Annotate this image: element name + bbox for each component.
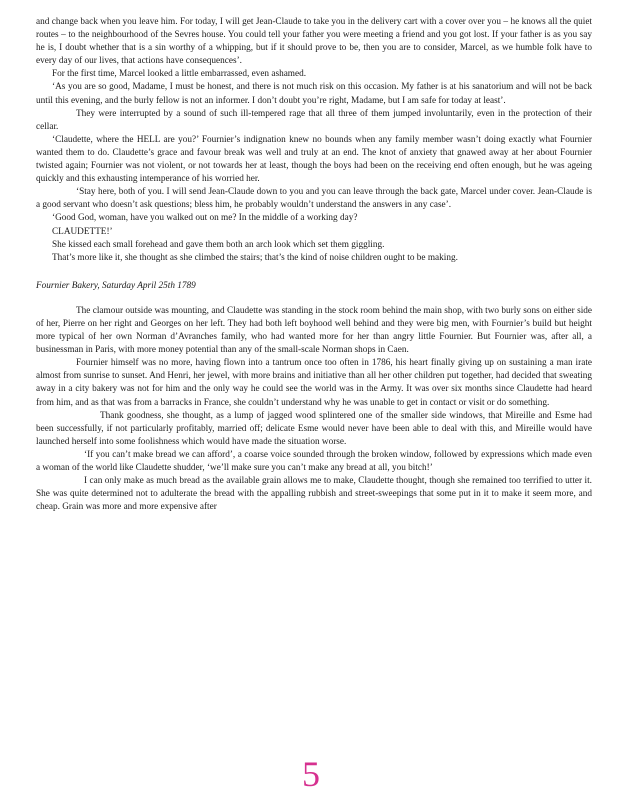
page-body (36, 16, 592, 514)
paragraph: That’s more like it, she thought as she climbed the stairs; that’s the kind of noise children ought to be making. (52, 252, 458, 263)
paragraph: They were interrupted by a sound of such ill-tempered rage that all three of them jumped involuntarily, even in the protection of their cellar. (36, 108, 592, 132)
paragraph: ‘Good God, woman, have you walked out on me? In the middle of a working day? (52, 213, 358, 224)
paragraph: ‘Claudette, where the HELL are you?’ Fournier’s indignation knew no bounds when any family member wasn’t doing exactly what Fournier wanted them to do. Claudette’s grace and favour break was well and truly at an end. The knot of anxiety that gnawed away at her about Fournier twisted again; Fournier was not violent, or not towards her at least, though the boys had been on the receiving end often enough, but he was ageing quickly and this exhausting intemperance of his worried her. (36, 134, 592, 185)
paragraph: CLAUDETTE!’ (52, 226, 113, 237)
paragraph: The clamour outside was mounting, and Claudette was standing in the stock room behind the main shop, with two burly sons on either side of her, Pierre on her right and Georges on her left. They had both left boyhood well behind and they were big men, with Fournier’s build but height more typical of her own Norman d’Avranches family, who had wanted more for her than angry little Fournier. But Fournier was, after all, a businessman in Paris, with more money potential than any of the small-scale Norman shops in Caen. (36, 305, 592, 356)
paragraph: ‘Stay here, both of you. I will send Jean-Claude down to you and you can leave through the back gate, Marcel under cover. Jean-Claude is a good servant who doesn’t ask questions; bless him, he probably wouldn’t understand the answers in any case’. (36, 187, 592, 211)
paragraph: Thank goodness, she thought, as a lump of jagged wood splintered one of the smaller side windows, that Mireille and Esme had been successfully, if not particularly profitably, married off; delicate Esme would never have been able to deal with this, and Mireille would have launched herself into some foolishness which would have made the situation worse. (36, 410, 592, 447)
paragraph: For the first time, Marcel looked a little embarrassed, even ashamed. (52, 69, 307, 80)
paragraph: and change back when you leave him. For today, I will get Jean-Claude to take you in the delivery cart with a cover over you – he knows all the quiet routes – to the neighbourhood of the Sevres house. You could tell your father you were meeting a friend and you got lost. If your father is as you say he is, I doubt whether that is a sin worthy of a whipping, but if it should prove to be, then you are to consider, Marcel, as we humble folk have to every day of our lives, that actions have consequences’. (36, 17, 592, 67)
paragraph: ‘As you are so good, Madame, I must be honest, and there is not much risk on this occasion. My father is at his sanatorium and will not be back until this evening, and the burly fellow is not an informer. I don’t doubt you’re right, Madame, but I am safe for today at least’. (36, 82, 592, 106)
section-spacer (36, 295, 592, 305)
page-number: 5 (302, 754, 320, 794)
scene-heading: Fournier Bakery, Saturday April 25th 1789 (36, 280, 196, 291)
paragraph: Fournier himself was no more, having flown into a tantrum once too often in 1786, his heart finally giving up on sustaining a man irate almost from sunrise to sunset. And Henri, her jewel, with more brains and initiative than all her other children put together, had decided that sweating away in a city bakery was not for him and the only way he could see the world was in the Army. It was over six months since Claudette had heard from him, and as that was from a barracks in France, she couldn’t understand why he was unable to get in contact or visit or do something. (36, 358, 592, 408)
paragraph: She kissed each small forehead and gave them both an arch look which set them giggling. (52, 239, 385, 250)
paragraph: ‘If you can’t make bread we can afford’, a coarse voice sounded through the broken window, followed by expressions which made even a woman of the world like Claudette shudder, ‘we’ll make sure you can’t make any bread at all, you bitch!’ (36, 449, 592, 473)
section-spacer (36, 265, 592, 278)
paragraph: I can only make as much bread as the available grain allows me to make, Claudette thought, though she remained too terrified to utter it. She was quite determined not to adulterate the bread with the appalling rubbish and street-sweepings that some put in it to make it seem more, and cheap. Grain was more and more expensive after (36, 476, 592, 513)
